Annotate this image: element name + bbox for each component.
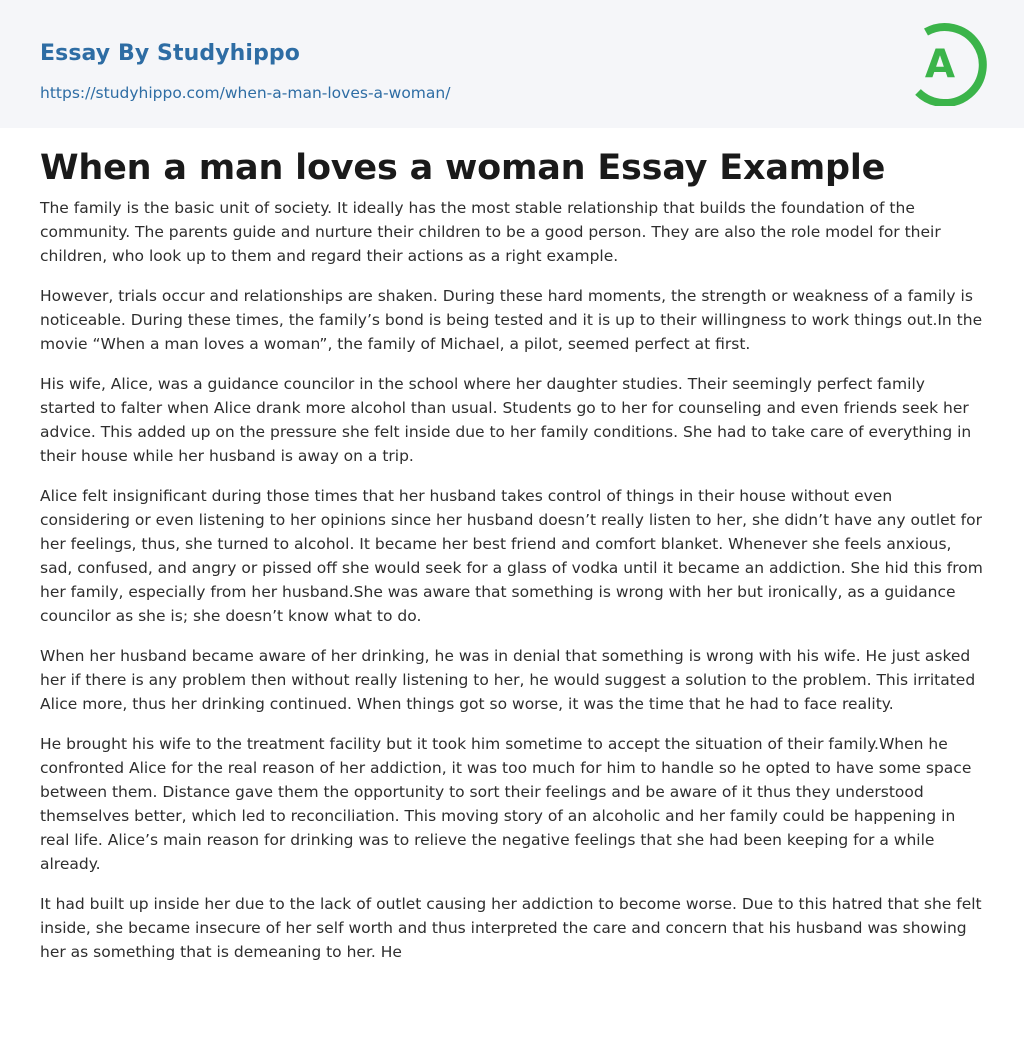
article-paragraph-1: The family is the basic unit of society. It ideally has the most stable relationship that builds the foundation of the community. The parents guide and nurture their children to be a good person. They are also the role model for their children, who look up to them and regard their actions as a right example. xyxy=(40,199,941,265)
article-body xyxy=(40,196,984,964)
article-paragraph-3: His wife, Alice, was a guidance councilor in the school where her daughter studies. Their seemingly perfect family started to falter when Alice drank more alcohol than usual. Students go to her for counseling and even friends seek her advice. This added up on the pressure she felt inside due to her family conditions. She had to take care of everything in their house while her husband is away on a trip. xyxy=(40,375,972,465)
source-url-link[interactable]: https://studyhippo.com/when-a-man-loves-a-woman/ xyxy=(40,84,451,102)
site-brand[interactable]: Essay By Studyhippo xyxy=(40,41,300,66)
article-paragraph-5: When her husband became aware of her drinking, he was in denial that something is wrong with his wife. He just asked her if there is any problem then without really listening to her, he would suggest a solution to the problem. This irritated Alice more, thus her drinking continued. When things got so worse, it was the time that he had to face reality. xyxy=(40,647,976,713)
article-paragraph-4: Alice felt insignificant during those times that her husband takes control of things in their house without even considering or even listening to her opinions since her husband doesn’t really listen to her, she didn’t have any outlet for her feelings, thus, she turned to alcohol. It became her best friend and comfort blanket. Whenever she feels anxious, sad, confused, and angry or pissed off she would seek for a glass of vodka until it became an addiction. She hid this from her family, especially from her husband.She was aware that something is wrong with her but ironically, as a guidance councilor as she is; she doesn’t know what to do. xyxy=(40,487,983,625)
page-title: When a man loves a woman Essay Example xyxy=(40,148,886,188)
article-paragraph-7: It had built up inside her due to the lack of outlet causing her addiction to become worse. Due to this hatred that she felt inside, she became insecure of her self worth and thus interpreted the care and concern that his husband was showing her as something that is demeaning to her. He xyxy=(40,895,982,961)
site-header xyxy=(0,0,1024,128)
studyhippo-logo-icon[interactable] xyxy=(906,18,988,106)
article xyxy=(0,128,1024,964)
article-paragraph-6: He brought his wife to the treatment facility but it took him sometime to accept the situation of their family.When he confronted Alice for the real reason of her addiction, it was too much for him to handle so he opted to have some space between them. Distance gave them the opportunity to sort their feelings and be aware of it thus they understood themselves better, which led to reconciliation. This moving story of an alcoholic and her family could be happening in real life. Alice’s main reason for drinking was to relieve the negative feelings that she had been keeping for a while already. xyxy=(40,735,972,873)
article-paragraph-2: However, trials occur and relationships are shaken. During these hard moments, the strength or weakness of a family is noticeable. During these times, the family’s bond is being tested and it is up to their willingness to work things out.In the movie “When a man loves a woman”, the family of Michael, a pilot, seemed perfect at first. xyxy=(40,287,983,353)
logo-letter: A xyxy=(924,42,956,87)
